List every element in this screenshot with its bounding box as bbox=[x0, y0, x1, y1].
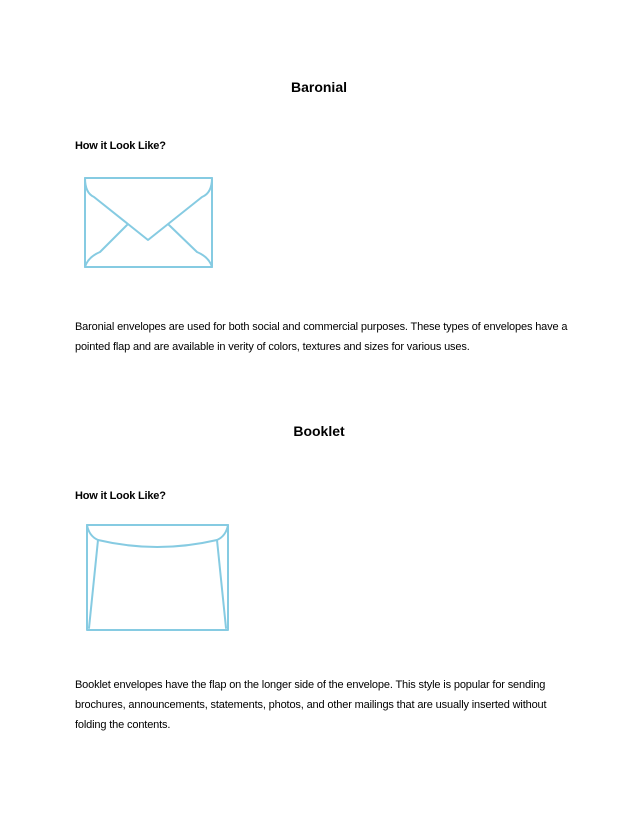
baronial-envelope-left-fold bbox=[85, 225, 127, 267]
baronial-envelope-icon bbox=[80, 173, 220, 273]
subheading-baronial: How it Look Like? bbox=[75, 140, 166, 152]
booklet-envelope-icon bbox=[82, 519, 232, 639]
description-baronial: Baronial envelopes are used for both social and commercial purposes. These types of envelopes have a pointed flap and are available in verity of colors, textures and sizes for various uses. bbox=[75, 321, 568, 353]
baronial-envelope-flap bbox=[85, 178, 212, 240]
section-title-booklet: Booklet bbox=[293, 423, 345, 439]
booklet-envelope-flap bbox=[87, 525, 228, 547]
baronial-envelope-body bbox=[85, 178, 212, 267]
booklet-envelope-left-seam bbox=[89, 540, 98, 628]
subheading-booklet: How it Look Like? bbox=[75, 490, 166, 502]
booklet-envelope-right-seam bbox=[217, 540, 226, 628]
section-title-baronial: Baronial bbox=[290, 79, 347, 95]
description-booklet: Booklet envelopes have the flap on the longer side of the envelope. This style is popular for sending brochures, announcements, statements, photos, and other mailings that are usually inserted without folding the contents. bbox=[75, 679, 547, 731]
booklet-envelope-body bbox=[87, 525, 228, 630]
baronial-envelope-right-fold bbox=[169, 225, 212, 267]
